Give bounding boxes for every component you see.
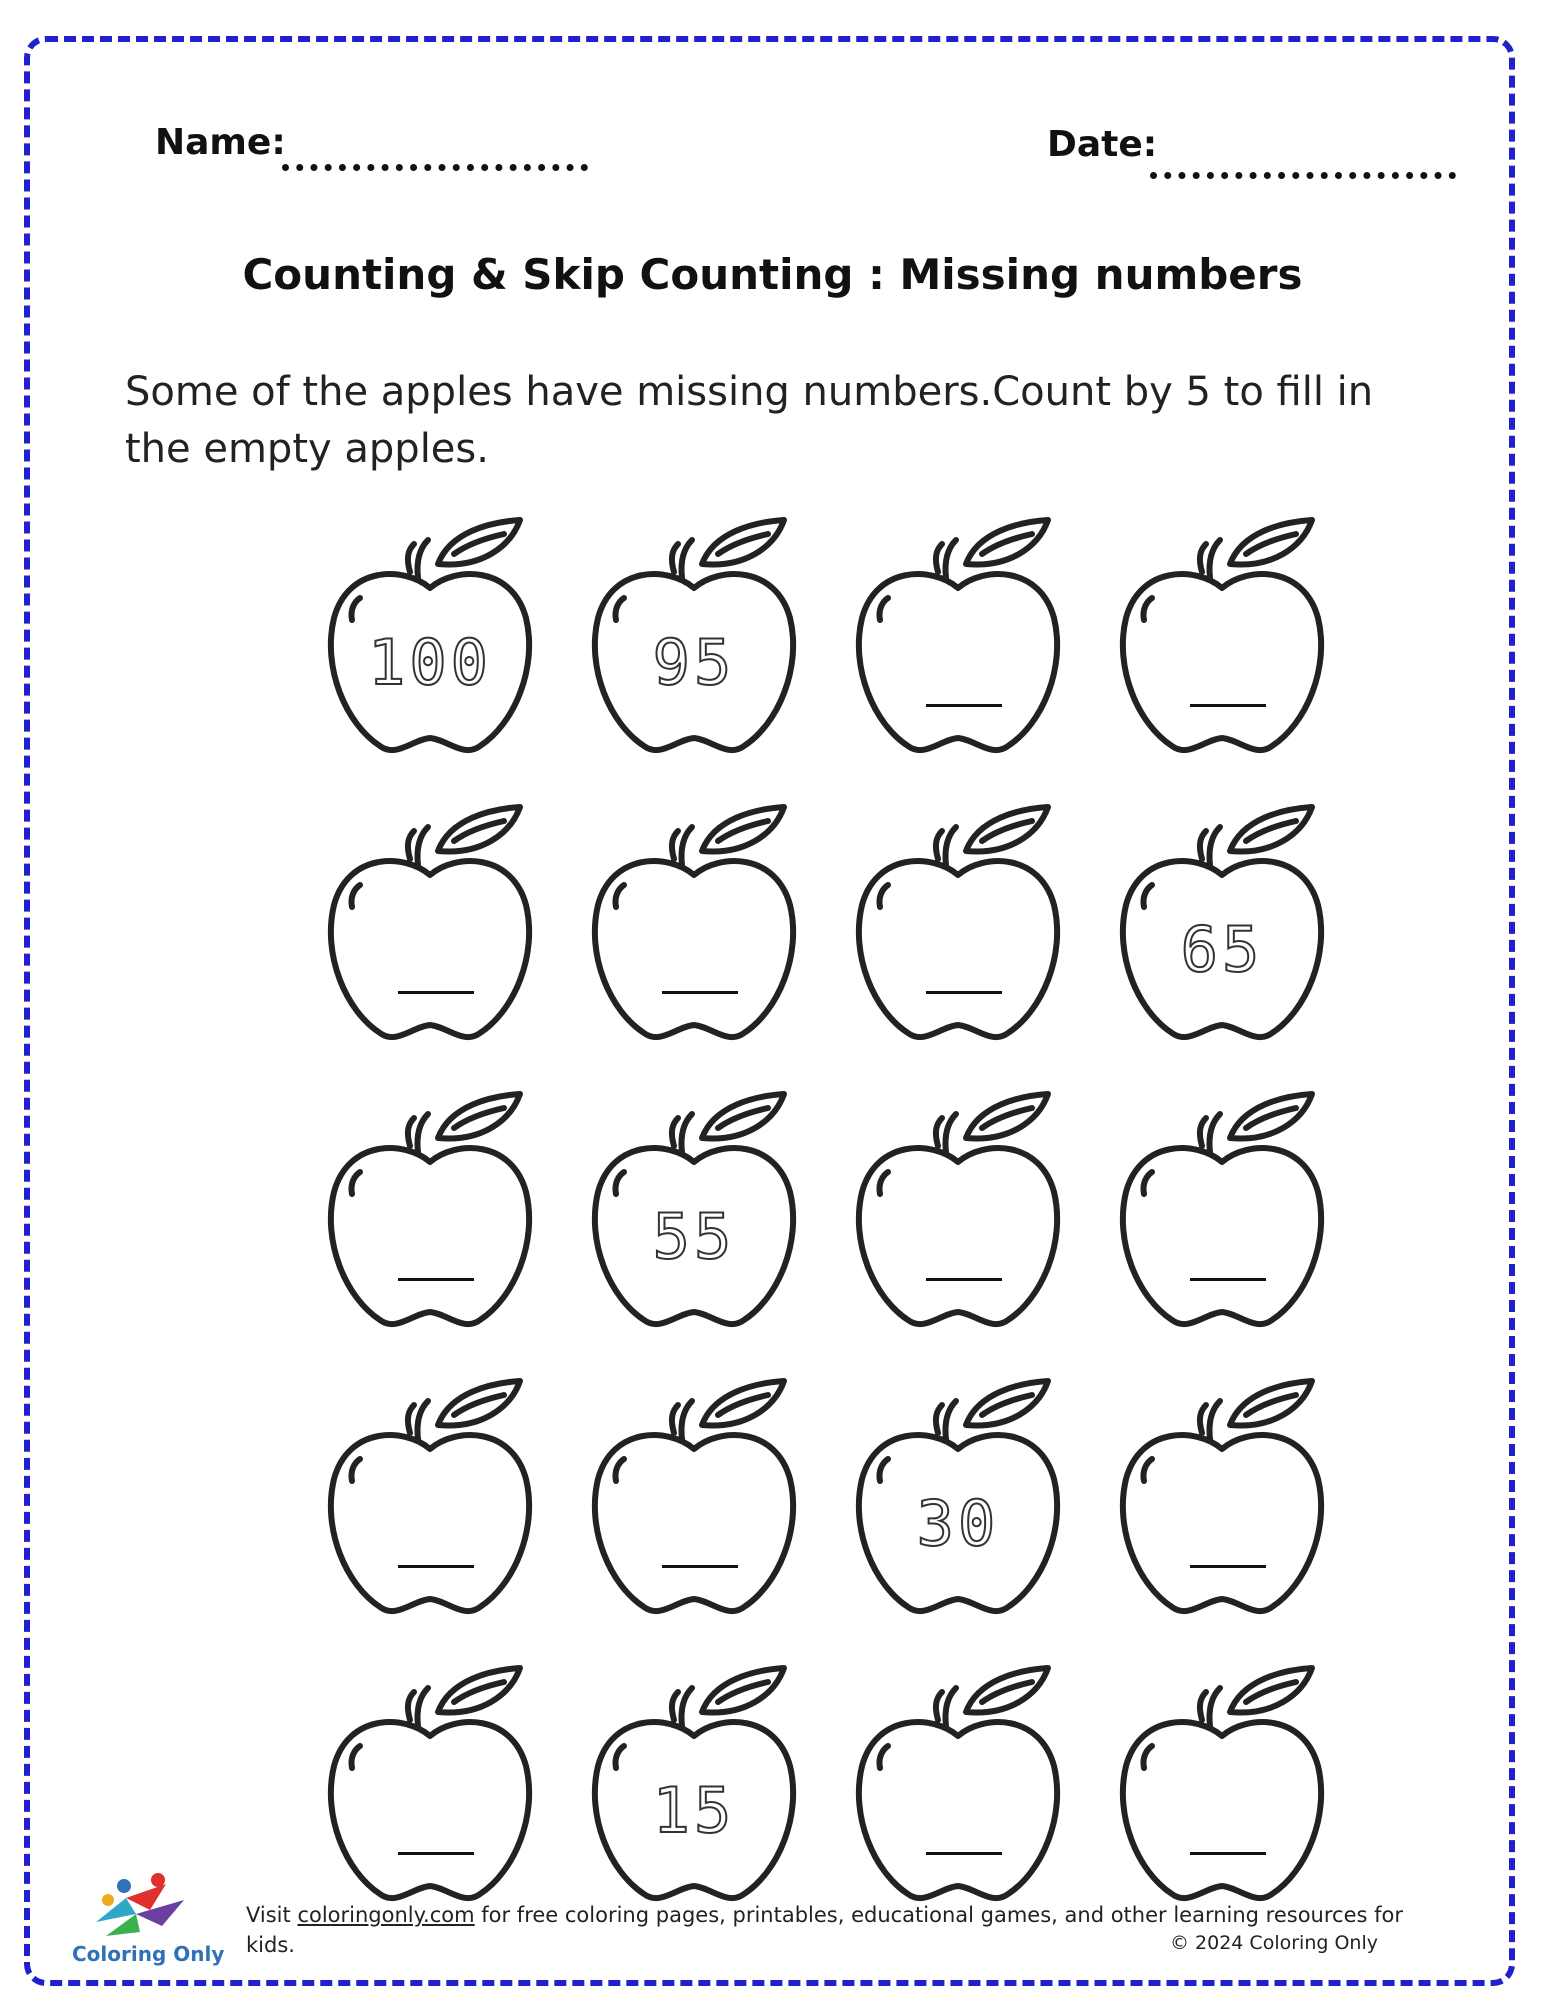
apple-item xyxy=(584,795,804,1055)
apple-answer-blank[interactable] xyxy=(926,1852,1002,1855)
apple-answer-blank[interactable] xyxy=(398,1278,474,1281)
name-label: Name: xyxy=(155,122,286,163)
apple-answer-blank[interactable] xyxy=(1190,1565,1266,1568)
apple-item xyxy=(584,508,804,768)
apple-number: 100 xyxy=(368,626,492,699)
date-label: Date: xyxy=(1047,124,1158,165)
apple-answer-blank[interactable] xyxy=(1190,1852,1266,1855)
apple-number: 65 xyxy=(1180,913,1264,986)
apple-icon xyxy=(320,1656,540,1916)
apple-number: 95 xyxy=(652,626,736,699)
apple-answer-blank[interactable] xyxy=(398,1852,474,1855)
apple-icon xyxy=(1112,1082,1332,1342)
apple-item xyxy=(1112,795,1332,1055)
apple-icon xyxy=(1112,1369,1332,1629)
apple-answer-blank[interactable] xyxy=(926,991,1002,994)
apple-icon xyxy=(320,1082,540,1342)
footer-visit-prefix: Visit xyxy=(246,1903,298,1927)
apple-item xyxy=(848,1656,1068,1916)
apple-item xyxy=(1112,508,1332,768)
apple-item xyxy=(848,508,1068,768)
apple-item xyxy=(1112,1656,1332,1916)
date-field[interactable] xyxy=(1150,172,1456,179)
apple-item xyxy=(848,795,1068,1055)
apple-icon xyxy=(584,1369,804,1629)
apple-item xyxy=(848,1082,1068,1342)
apple-answer-blank[interactable] xyxy=(398,1565,474,1568)
apple-icon xyxy=(320,795,540,1055)
copyright-text: © 2024 Coloring Only xyxy=(1170,1932,1378,1954)
apple-item xyxy=(1112,1082,1332,1342)
worksheet-title: Counting & Skip Counting : Missing numbers xyxy=(242,250,1303,299)
apple-item xyxy=(320,795,540,1055)
apple-item xyxy=(320,1082,540,1342)
apple-item xyxy=(1112,1369,1332,1629)
apple-number: 55 xyxy=(652,1200,736,1273)
apple-number: 30 xyxy=(916,1487,1000,1560)
logo-text: Coloring Only xyxy=(72,1942,225,1966)
apple-icon xyxy=(848,795,1068,1055)
apple-grid xyxy=(300,500,1264,1847)
apple-item xyxy=(584,1656,804,1916)
apple-item xyxy=(584,1369,804,1629)
apple-icon xyxy=(1112,1656,1332,1916)
apple-icon xyxy=(848,1082,1068,1342)
apple-answer-blank[interactable] xyxy=(662,1565,738,1568)
apple-answer-blank[interactable] xyxy=(1190,1278,1266,1281)
apple-answer-blank[interactable] xyxy=(926,704,1002,707)
apple-item xyxy=(584,1082,804,1342)
footer-visit-suffix: for free coloring pages, printables, educational games, and other learning resources for kids. xyxy=(246,1903,1403,1957)
apple-answer-blank[interactable] xyxy=(926,1278,1002,1281)
apple-item xyxy=(320,1656,540,1916)
website-link[interactable]: coloringonly.com xyxy=(297,1903,475,1927)
name-field[interactable] xyxy=(282,164,588,171)
apple-icon xyxy=(848,1656,1068,1916)
apple-item xyxy=(320,1369,540,1629)
apple-item xyxy=(848,1369,1068,1629)
apple-answer-blank[interactable] xyxy=(662,991,738,994)
apple-answer-blank[interactable] xyxy=(398,991,474,994)
apple-item xyxy=(320,508,540,768)
apple-icon xyxy=(320,1369,540,1629)
apple-icon xyxy=(1112,508,1332,768)
apple-icon xyxy=(584,795,804,1055)
apple-answer-blank[interactable] xyxy=(1190,704,1266,707)
apple-icon xyxy=(848,508,1068,768)
apple-number: 15 xyxy=(652,1774,736,1847)
instructions-text: Some of the apples have missing numbers.Count by 5 to fill in the empty apples. xyxy=(125,369,1374,472)
